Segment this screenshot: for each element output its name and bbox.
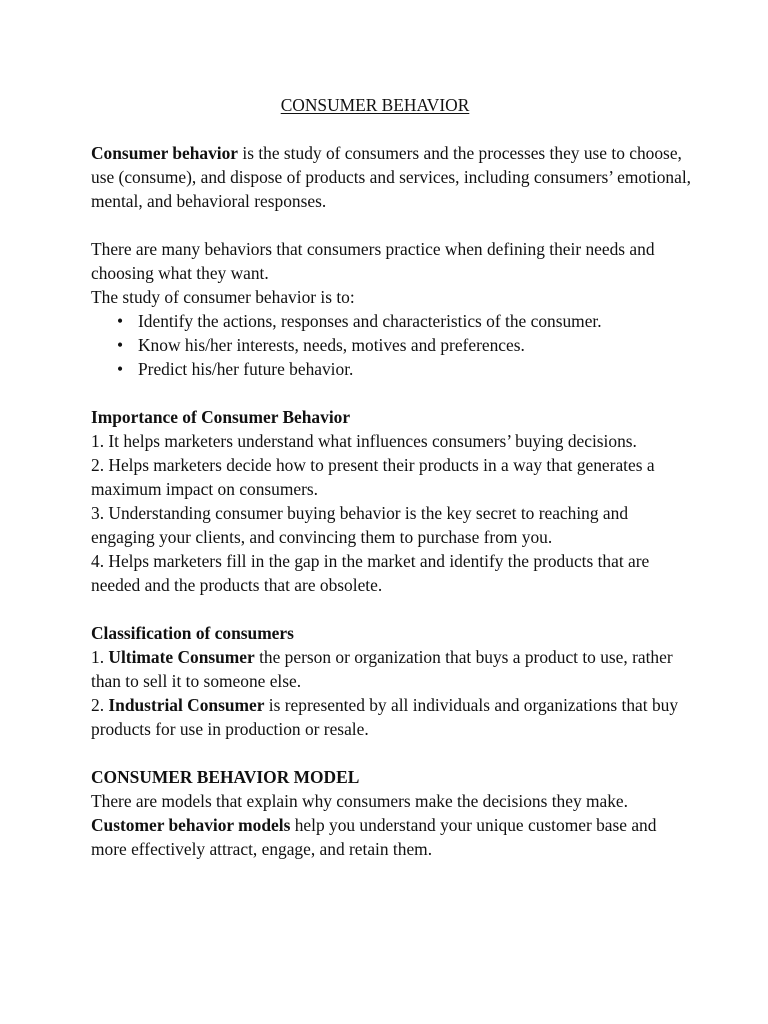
model-section — [91, 765, 691, 861]
model-paragraph: There are models that explain why consumers make the decisions they make. Customer behavior models help you understand your unique customer base and more effectively attract, engage, and retain them. — [91, 791, 657, 859]
importance-item: 1. It helps marketers understand what influences consumers’ buying decisions. — [91, 431, 637, 451]
classification-heading: Classification of consumers — [91, 623, 294, 643]
importance-section — [91, 405, 691, 597]
importance-item: 2. Helps marketers decide how to present their products in a way that generates a maximum impact on consumers. — [91, 455, 655, 499]
behaviors-study-line: The study of consumer behavior is to: — [91, 287, 355, 307]
importance-item: 3. Understanding consumer buying behavior is the key secret to reaching and engaging your clients, and convincing them to purchase from you. — [91, 503, 629, 547]
bullet-icon: • — [117, 311, 124, 331]
importance-heading: Importance of Consumer Behavior — [91, 407, 351, 427]
bullet-icon: • — [117, 359, 124, 379]
intro-paragraph — [91, 141, 691, 213]
list-item: • Identify the actions, responses and characteristics of the consumer. — [117, 311, 602, 331]
list-item: • Predict his/her future behavior. — [117, 359, 354, 379]
intro-text: is the study of consumers and the processes they use to choose, use (consume), and dispose of products and services, including consumers’ emotional, mental, and behavioral responses. — [91, 143, 691, 211]
document-page — [91, 93, 691, 885]
intro-section — [91, 141, 691, 213]
classification-section — [91, 621, 691, 741]
classification-item: 1. Ultimate Consumer the person or organization that buys a product to use, rather than to sell it to someone else. — [91, 647, 673, 691]
model-heading: CONSUMER BEHAVIOR MODEL — [91, 767, 360, 787]
intro-term: Consumer behavior — [91, 143, 239, 163]
model-term: Customer behavior models — [91, 815, 291, 835]
classification-item: 2. Industrial Consumer is represented by all individuals and organizations that buy products for use in production or resale. — [91, 695, 679, 739]
behaviors-paragraph: There are many behaviors that consumers practice when defining their needs and choosing what they want. — [91, 239, 655, 283]
document-title: CONSUMER BEHAVIOR — [280, 95, 470, 115]
behaviors-section — [91, 237, 691, 381]
behaviors-list — [91, 309, 691, 381]
list-item: • Know his/her interests, needs, motives and preferences. — [117, 335, 525, 355]
importance-item: 4. Helps marketers fill in the gap in the market and identify the products that are needed and the products that are obsolete. — [91, 551, 650, 595]
bullet-icon: • — [117, 335, 124, 355]
